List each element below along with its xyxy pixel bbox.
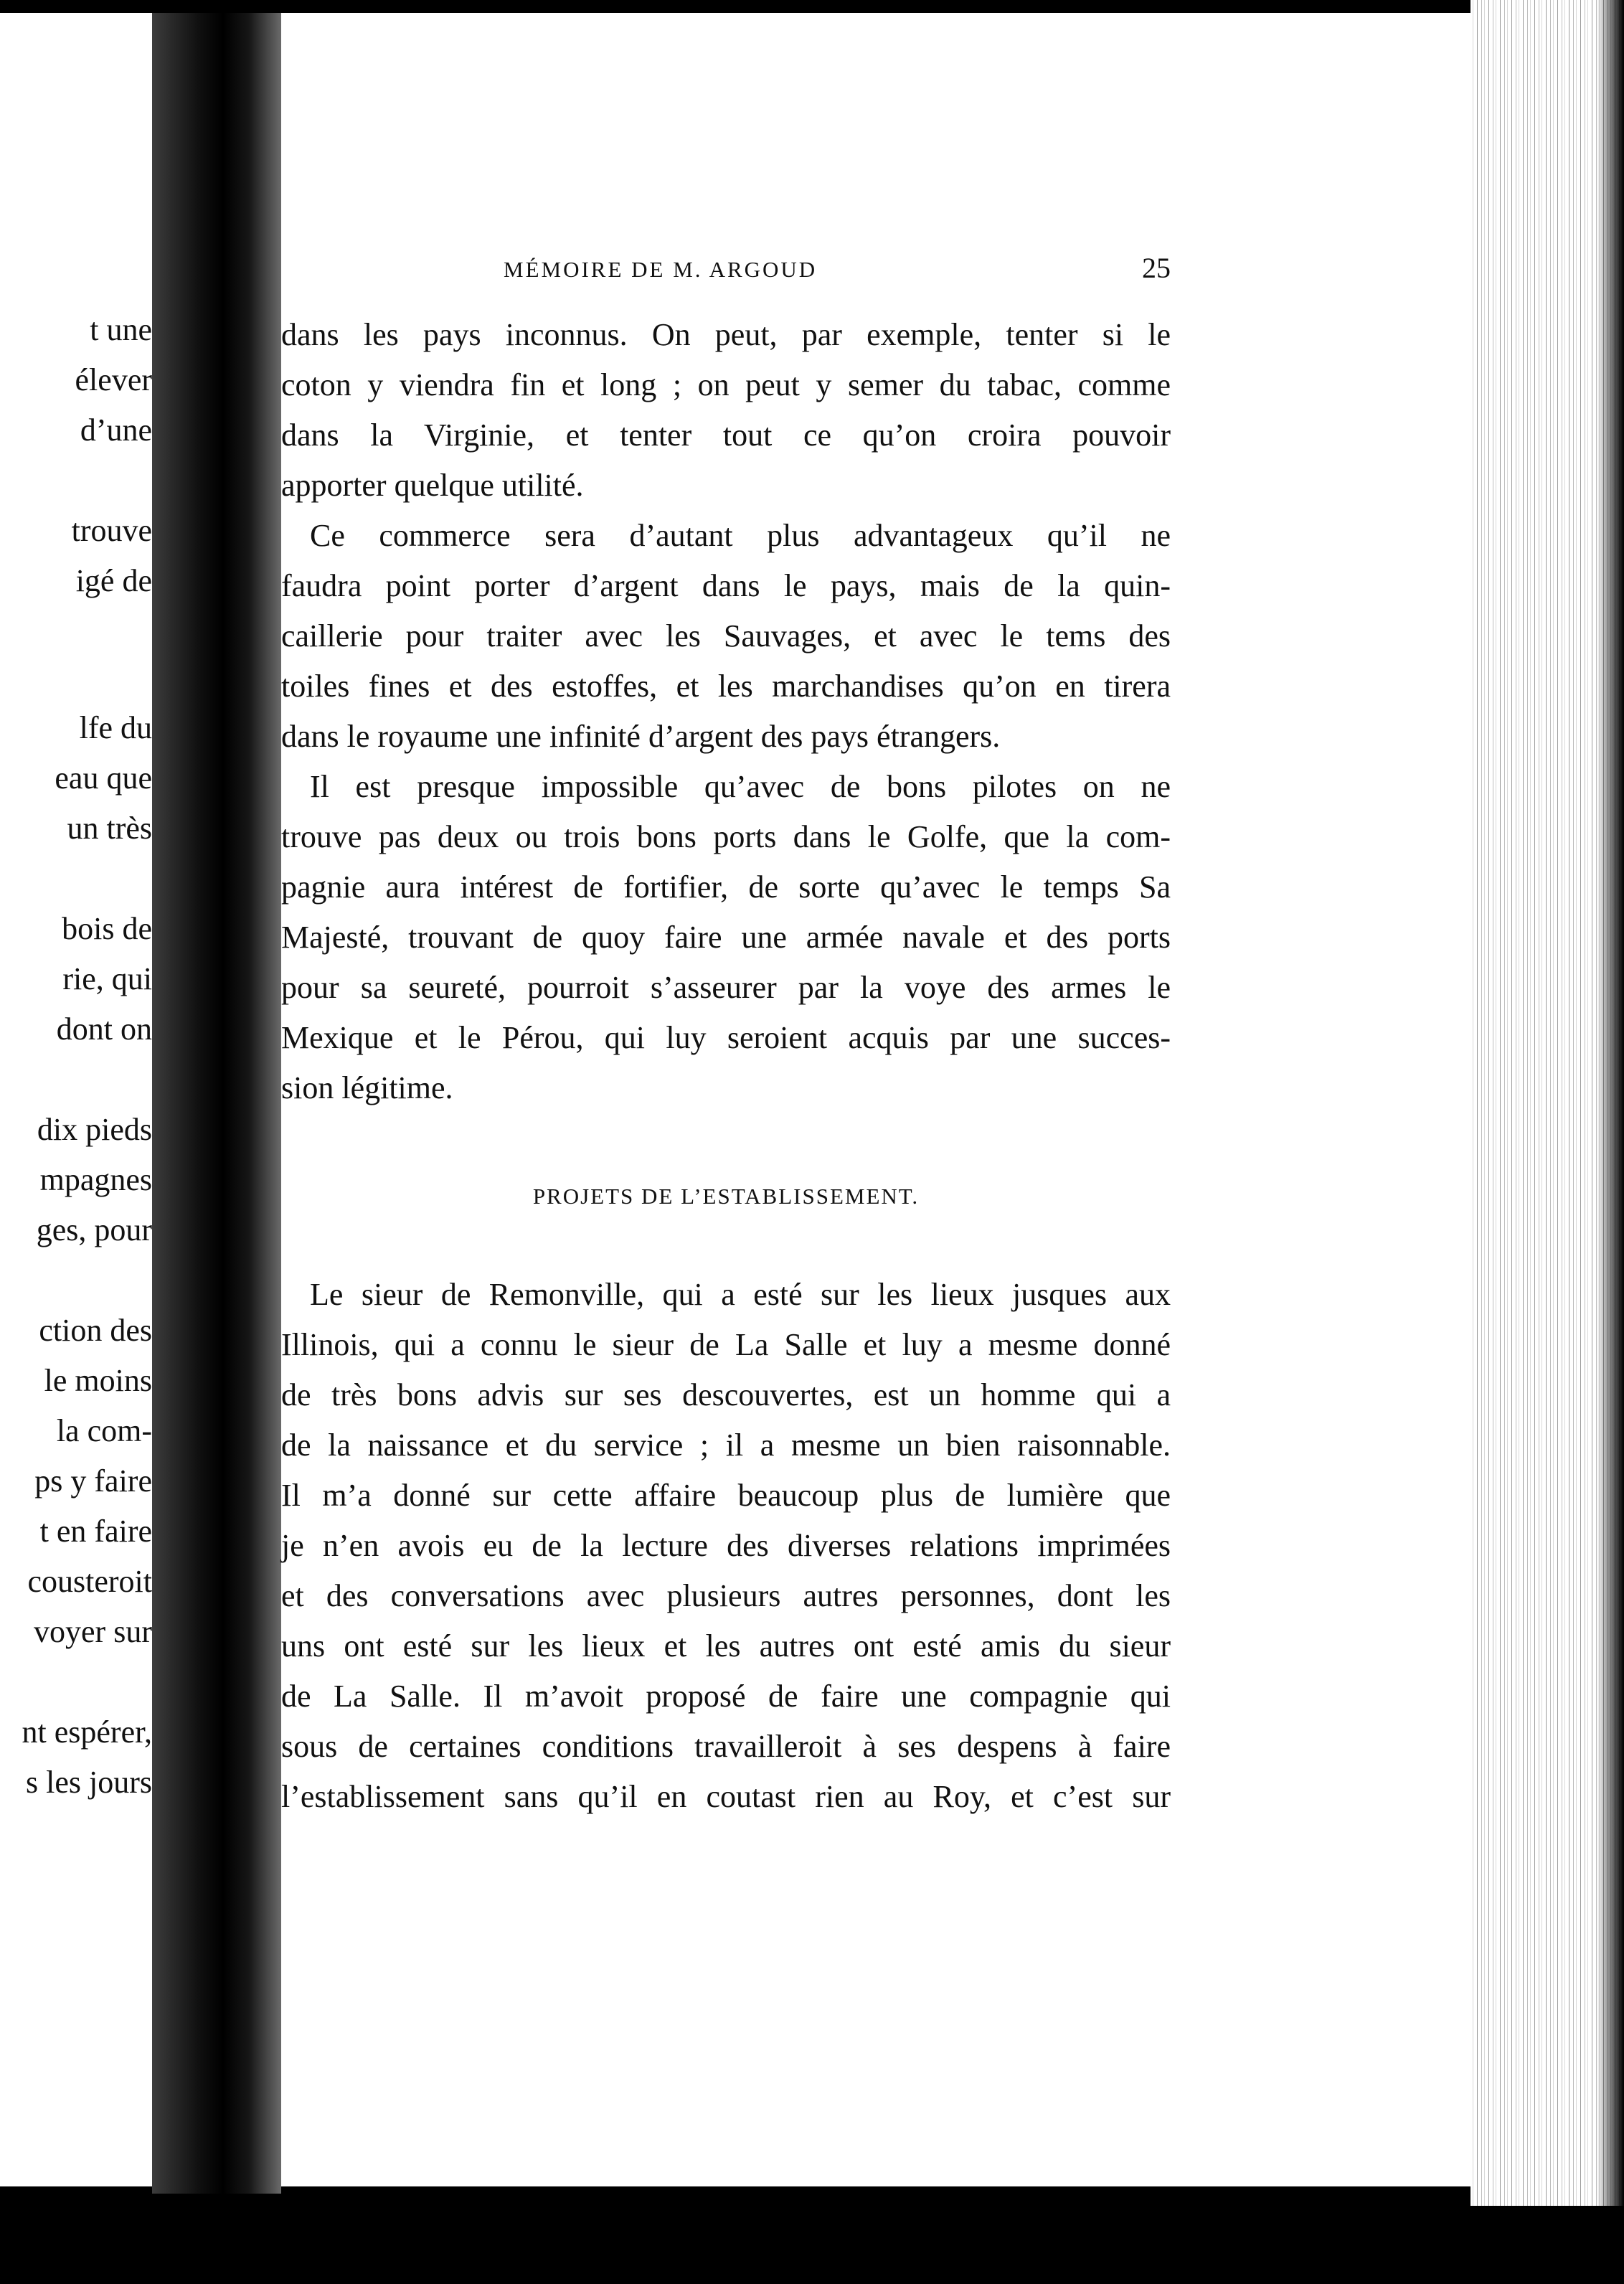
left-page-line: t en faire	[39, 1514, 152, 1549]
text-line: sion légitime.	[281, 1070, 453, 1105]
paragraph	[281, 762, 1171, 1113]
left-page-line: t une	[90, 312, 152, 347]
left-page-line: ges, pour	[36, 1212, 152, 1247]
text-line: toiles fines et des estoffes, et les marchandises qu’on en tirera	[281, 669, 1171, 704]
left-page-line: cousteroit	[27, 1564, 152, 1599]
text-line: de La Salle. Il m’avoit proposé de faire une compagnie qui	[281, 1679, 1171, 1714]
section-heading: PROJETS DE L’ESTABLISSEMENT.	[532, 1184, 920, 1209]
text-line: l’establissement sans qu’il en coutast rien au Roy, et c’est sur	[281, 1779, 1171, 1814]
text-line: Ce commerce sera d’autant plus advantageux qu’il ne	[310, 518, 1171, 553]
text-line: trouve pas deux ou trois bons ports dans le Golfe, que la com-	[281, 819, 1171, 854]
left-page-line: un très	[67, 811, 152, 846]
text-line: pour sa seureté, pourroit s’asseurer par la voye des armes le	[281, 970, 1171, 1005]
text-line: uns ont esté sur les lieux et les autres ont esté amis du sieur	[281, 1628, 1171, 1664]
text-line: dans le royaume une infinité d’argent des pays étrangers.	[281, 719, 1001, 754]
text-line: faudra point porter d’argent dans le pays, mais de la quin-	[281, 568, 1171, 603]
left-page-line: nt espérer,	[22, 1714, 152, 1750]
left-page-line: rie, qui	[62, 961, 152, 996]
text-line: coton y viendra fin et long ; on peut y semer du tabac, comme	[281, 367, 1171, 402]
text-line: pagnie aura intérest de fortifier, de sorte qu’avec le temps Sa	[281, 869, 1171, 905]
text-line: Majesté, trouvant de quoy faire une armée navale et des ports	[281, 920, 1171, 955]
text-line: Illinois, qui a connu le sieur de La Salle et luy a mesme donné	[281, 1327, 1171, 1362]
text-line: de très bons advis sur ses descouvertes, est un homme qui a	[281, 1377, 1171, 1412]
left-page-line: voyer sur	[34, 1614, 152, 1649]
paragraph	[281, 1270, 1171, 1822]
left-page-line: dix pieds	[37, 1112, 152, 1147]
book-page-edges	[1470, 0, 1624, 2284]
left-page-line: s les jours	[26, 1765, 152, 1800]
text-line: et des conversations avec plusieurs autres personnes, dont les	[281, 1578, 1171, 1613]
running-title: MÉMOIRE DE M. ARGOUD	[504, 257, 818, 282]
left-page-line: bois de	[62, 911, 152, 946]
paragraph	[281, 310, 1171, 511]
text-line: dans la Virginie, et tenter tout ce qu’on croira pouvoir	[281, 417, 1171, 453]
left-page-line: élever	[75, 362, 152, 397]
left-page-line: igé de	[75, 563, 152, 598]
left-page-line: mpagnes	[39, 1162, 152, 1197]
left-page-line: d’une	[80, 412, 152, 448]
page-number: 25	[1142, 252, 1171, 284]
text-line: apporter quelque utilité.	[281, 468, 584, 503]
scan-bottom-border	[0, 2206, 1624, 2284]
text-line: caillerie pour traiter avec les Sauvages, et avec le tems des	[281, 618, 1171, 653]
left-page-line: la com-	[56, 1413, 152, 1448]
text-line: de la naissance et du service ; il a mesme un bien raisonnable.	[281, 1428, 1171, 1463]
left-facing-page	[0, 13, 152, 2186]
text-line: Le sieur de Remonville, qui a esté sur les lieux jusques aux	[310, 1277, 1171, 1312]
paragraph	[281, 511, 1171, 762]
text-line: Il est presque impossible qu’avec de bons pilotes on ne	[310, 769, 1171, 804]
left-page-line: ction des	[39, 1313, 152, 1348]
text-line: Mexique et le Pérou, qui luy seroient acquis par une succes-	[281, 1020, 1171, 1055]
text-line: dans les pays inconnus. On peut, par exemple, tenter si le	[281, 317, 1171, 352]
book-gutter-shadow	[152, 13, 281, 2194]
left-page-line: ps y faire	[34, 1463, 152, 1499]
left-page-line: le moins	[44, 1363, 152, 1398]
text-line: je n’en avois eu de la lecture des diverses relations imprimées	[281, 1528, 1171, 1563]
left-page-line: dont on	[56, 1011, 152, 1047]
text-line: sous de certaines conditions travailleroit à ses despens à faire	[281, 1729, 1171, 1764]
text-line: Il m’a donné sur cette affaire beaucoup plus de lumière que	[281, 1478, 1171, 1513]
scan-top-border	[0, 0, 1624, 13]
left-page-line: eau que	[55, 760, 152, 796]
left-page-line: trouve	[71, 513, 152, 548]
page-header	[281, 244, 1171, 287]
left-page-line: lfe du	[79, 710, 152, 745]
